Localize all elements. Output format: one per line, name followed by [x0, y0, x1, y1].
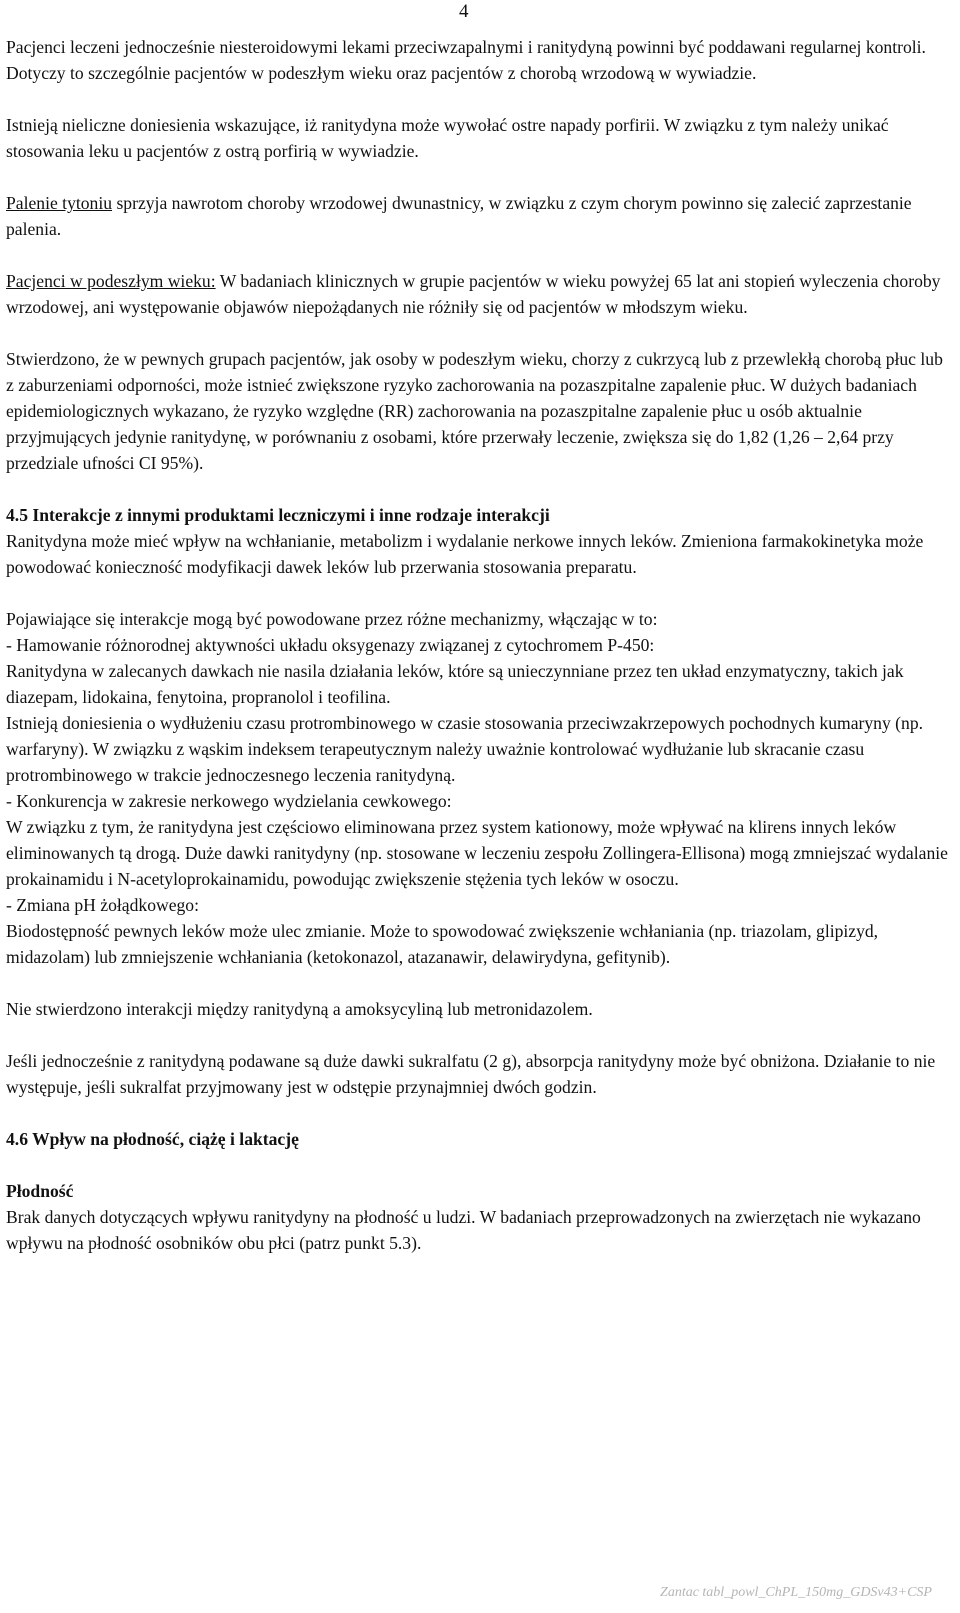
paragraph-sucralfate: Jeśli jednocześnie z ranitydyną podawane są duże dawki sukralfatu (2 g), absorpcja ranitydyny może być obniżona. Działanie to nie występuje, jeśli sukralfat przyjmowany jest w odstępie przynajmniej dwóch godzin.	[6, 1051, 936, 1097]
mechanism-cytochrome: - Hamowanie różnorodnej aktywności układu oksygenazy związanej z cytochromem P-450:	[6, 635, 655, 655]
elderly-text: W badaniach klinicznych w grupie pacjentów w wieku powyżej 65 lat ani stopień wyleczenia choroby wrzodowej, ani występowanie objawów niepożądanych nie różniły się od pacjentów w młodszym wieku.	[6, 271, 941, 317]
paragraph-mechanisms-intro: Pojawiające się interakcje mogą być powodowane przez różne mechanizmy, włączając w to:	[6, 609, 658, 629]
section-heading-4-6: 4.6 Wpływ na płodność, ciążę i laktację	[6, 1129, 299, 1149]
paragraph-prothrombin: Istnieją doniesienia o wydłużeniu czasu protrombinowego w czasie stosowania przeciwzakrzepowych pochodnych kumaryny (np. warfaryny). W związku z wąskim indeksem terapeutycznym należy uważnie kontrolować wydłużanie lub skracanie czasu protrombinowego w trakcie jednoczesnego leczenia ranitydyną.	[6, 713, 924, 785]
mechanism-tubular-secretion: - Konkurencja w zakresie nerkowego wydzielania cewkowego:	[6, 791, 452, 811]
paragraph-porphyria: Istnieją nieliczne doniesienia wskazujące, iż ranitydyna może wywołać ostre napady porfirii. W związku z tym należy unikać stosowania leku u pacjentów z ostrą porfirią w wywiadzie.	[6, 115, 889, 161]
paragraph-fertility: Brak danych dotyczących wpływu ranitydyny na płodność u ludzi. W badaniach przeprowadzonych na zwierzętach nie wykazano wpływu na płodność osobników obu płci (patrz punkt 5.3).	[6, 1207, 921, 1253]
paragraph-tubular-detail: W związku z tym, że ranitydyna jest częściowo eliminowana przez system kationowy, może wpływać na klirens innych leków eliminowanych tą drogą. Duże dawki ranitydyny (np. stosowane w leczeniu zespołu Zollingera-Ellisona) mogą zmniejszać wydalanie prokainamidu i N-acetyloprokainamidu, powodując zwiększenie stężenia tych leków w osoczu.	[6, 817, 948, 889]
document-body	[6, 34, 954, 1256]
elderly-lead: Pacjenci w podeszłym wieku:	[6, 271, 216, 291]
mechanism-gastric-ph: - Zmiana pH żołądkowego:	[6, 895, 199, 915]
paragraph-elderly	[6, 268, 954, 320]
paragraph-nsaid-monitoring: Pacjenci leczeni jednocześnie niesteroidowymi lekami przeciwzapalnymi i ranitydyną powinni być poddawani regularnej kontroli. Dotyczy to szczególnie pacjentów w podeszłym wieku oraz pacjentów z chorobą wrzodową w wywiadzie.	[6, 37, 926, 83]
paragraph-pneumonia-risk: Stwierdzono, że w pewnych grupach pacjentów, jak osoby w podeszłym wieku, chorzy z cukrzycą lub z przewlekłą chorobą płuc lub z zaburzeniami odporności, może istnieć zwiększone ryzyko zachorowania na pozaszpitalne zapalenie płuc. W dużych badaniach epidemiologicznych wykazano, że ryzyko względne (RR) zachorowania na pozaszpitalne zapalenie płuc u osób aktualnie przyjmujących jedynie ranitydynę, w porównaniu z osobami, które przerwały leczenie, zwiększa się do 1,82 (1,26 – 2,64 przy przedziale ufności CI 95%).	[6, 349, 943, 473]
section-heading-4-5: 4.5 Interakcje z innymi produktami leczniczymi i inne rodzaje interakcji	[6, 505, 550, 525]
paragraph-smoking	[6, 190, 954, 242]
paragraph-interactions-intro: Ranitydyna może mieć wpływ na wchłanianie, metabolizm i wydalanie nerkowe innych leków. Zmieniona farmakokinetyka może powodować konieczność modyfikacji dawek leków lub przerwania stosowania preparatu.	[6, 531, 924, 577]
document-footer: Zantac tabl_powl_ChPL_150mg_GDSv43+CSP	[660, 1585, 932, 1600]
smoking-lead: Palenie tytoniu	[6, 193, 113, 213]
paragraph-gastric-ph-detail: Biodostępność pewnych leków może ulec zmianie. Może to spowodować zwiększenie wchłaniania (np. triazolam, glipizyd, midazolam) lub zmniejszenie wchłaniania (ketokonazol, atazanawir, delawirydyna, gefitynib).	[6, 921, 879, 967]
subheading-fertility: Płodność	[6, 1181, 74, 1201]
paragraph-amoxicillin: Nie stwierdzono interakcji między ranitydyną a amoksycyliną lub metronidazolem.	[6, 999, 593, 1019]
smoking-text: sprzyja nawrotom choroby wrzodowej dwunastnicy, w związku z czym chorym powinno się zalecić zaprzestanie palenia.	[6, 193, 912, 239]
page-number: 4	[459, 1, 469, 22]
paragraph-cytochrome-detail: Ranitydyna w zalecanych dawkach nie nasila działania leków, które są unieczynniane przez ten układ enzymatyczny, takich jak diazepam, lidokaina, fenytoina, propranolol i teofilina.	[6, 661, 904, 707]
